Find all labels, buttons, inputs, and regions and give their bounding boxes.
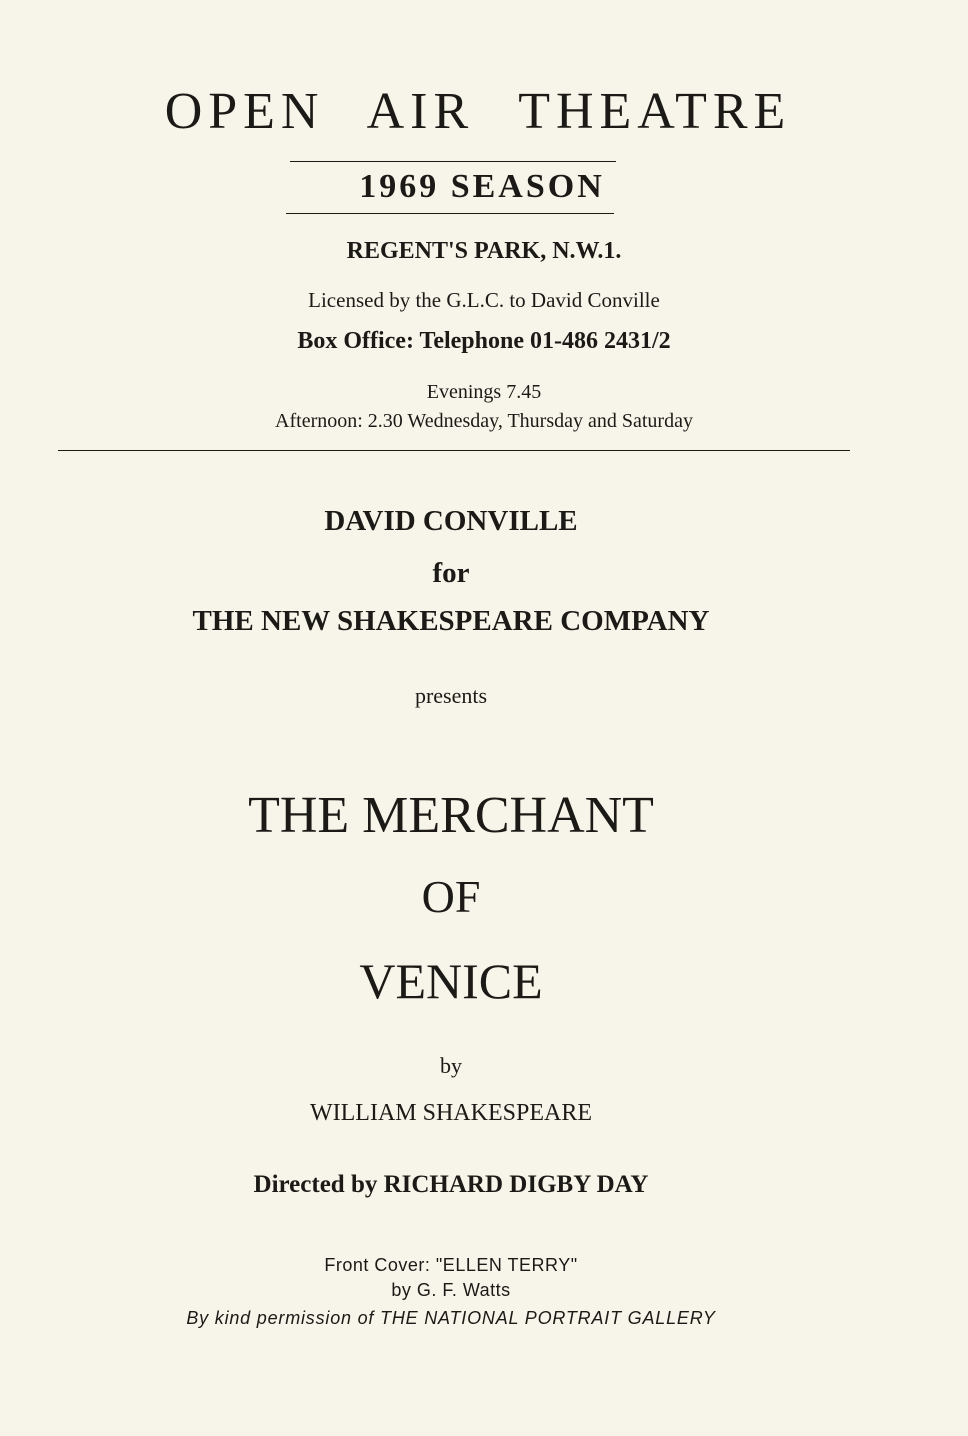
theatre-name: OPEN AIR THEATRE bbox=[164, 83, 792, 140]
afternoon-times: Afternoon: 2.30 Wednesday, Thursday and Saturday bbox=[275, 410, 693, 432]
play-title-line-2: OF bbox=[421, 871, 481, 922]
venue: REGENT'S PARK, N.W.1. bbox=[346, 238, 622, 264]
presents-word: presents bbox=[414, 683, 488, 708]
producer-name: DAVID CONVILLE bbox=[324, 505, 578, 537]
front-cover-credit: Front Cover: "ELLEN TERRY" bbox=[324, 1255, 578, 1275]
season-top-rule bbox=[290, 161, 616, 162]
season-bottom-rule bbox=[286, 213, 614, 214]
licence-note: Licensed by the G.L.C. to David Conville bbox=[308, 288, 660, 312]
section-divider bbox=[58, 450, 850, 451]
author-name: WILLIAM SHAKESPEARE bbox=[310, 1100, 592, 1126]
for-word: for bbox=[432, 557, 470, 589]
cover-artist: by G. F. Watts bbox=[391, 1280, 511, 1300]
director-credit: Directed by RICHARD DIGBY DAY bbox=[253, 1171, 649, 1198]
permission-note: By kind permission of THE NATIONAL PORTRAIT GALLERY bbox=[186, 1308, 716, 1328]
by-word: by bbox=[440, 1053, 462, 1078]
play-title-line-1: THE MERCHANT bbox=[248, 787, 654, 844]
play-title-line-3: VENICE bbox=[359, 953, 543, 1009]
evening-times: Evenings 7.45 bbox=[426, 381, 542, 403]
season-label: 1969 SEASON bbox=[359, 168, 605, 205]
company-name: THE NEW SHAKESPEARE COMPANY bbox=[192, 605, 710, 637]
box-office-phone: Box Office: Telephone 01-486 2431/2 bbox=[297, 328, 671, 354]
